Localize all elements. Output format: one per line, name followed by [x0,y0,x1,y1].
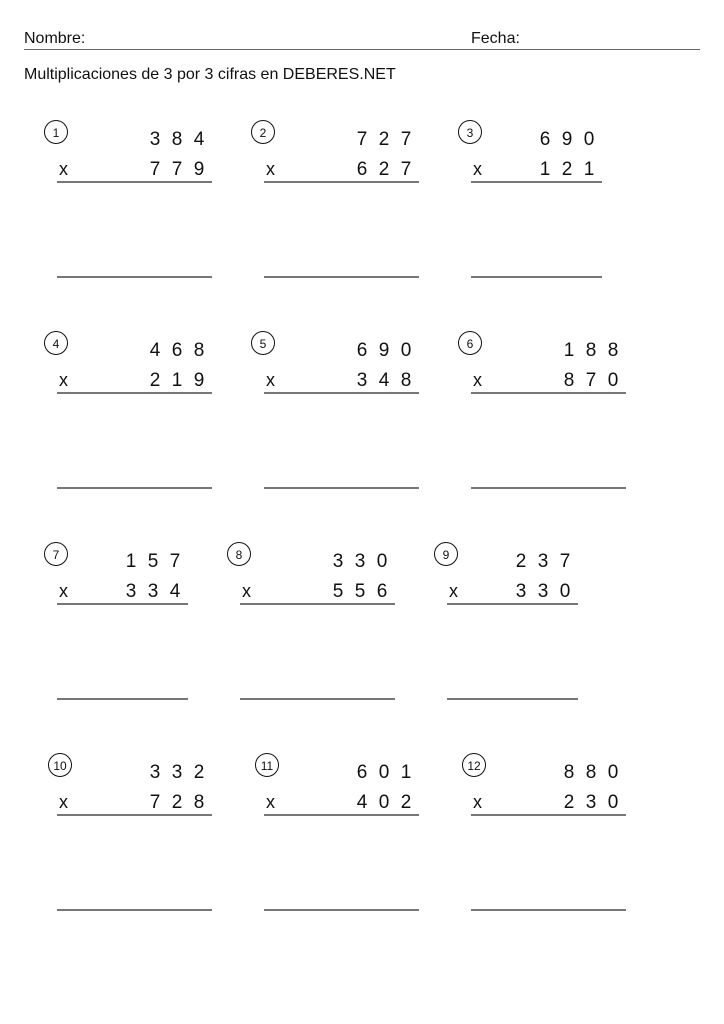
digit: 4 [149,340,161,361]
digit: 6 [356,159,368,180]
digit: 6 [171,340,183,361]
multiplier [351,370,417,392]
problem-number-badge: 5 [251,331,275,355]
digit: 9 [378,340,390,361]
digit: 9 [561,129,573,150]
digit: 2 [378,129,390,150]
problem-number-badge: 9 [434,542,458,566]
multiplicand [351,129,417,151]
digit: 6 [376,581,388,602]
digit: 2 [515,551,527,572]
name-label: Nombre: [24,30,86,47]
operation-line [240,603,395,605]
digit: 7 [400,129,412,150]
digit: 3 [147,581,159,602]
operation-line [57,181,212,183]
problem-number-badge: 6 [458,331,482,355]
digit: 0 [607,370,619,391]
digit: 7 [171,159,183,180]
answer-line [471,909,626,911]
multiplier [351,792,417,814]
operation-line [471,181,602,183]
multiplicand [144,340,210,362]
digit: 0 [607,762,619,783]
digit: 2 [563,792,575,813]
multiplicand [144,762,210,784]
operation-line [471,392,626,394]
times-sign: x [59,370,68,390]
multiplicand [558,340,624,362]
digit: 0 [378,792,390,813]
times-sign: x [473,792,482,812]
multiplier [534,159,600,181]
digit: 2 [193,762,205,783]
answer-line [471,276,602,278]
digit: 4 [378,370,390,391]
digit: 3 [515,581,527,602]
times-sign: x [473,370,482,390]
digit: 8 [563,370,575,391]
operation-line [471,814,626,816]
digit: 0 [583,129,595,150]
multiplier [510,581,576,603]
digit: 4 [169,581,181,602]
digit: 6 [539,129,551,150]
answer-line [57,276,212,278]
multiplicand [351,340,417,362]
multiplicand [144,129,210,151]
digit: 3 [332,551,344,572]
times-sign: x [59,792,68,812]
problem-number-badge: 8 [227,542,251,566]
problem-number-badge: 2 [251,120,275,144]
answer-line [447,698,578,700]
problem-number-badge: 12 [462,753,486,777]
digit: 0 [607,792,619,813]
digit: 1 [583,159,595,180]
digit: 3 [171,762,183,783]
multiplier [120,581,186,603]
digit: 8 [193,340,205,361]
answer-line [264,487,419,489]
digit: 5 [332,581,344,602]
digit: 1 [539,159,551,180]
worksheet-title: Multiplicaciones de 3 por 3 cifras en DEBERES.NET [24,66,396,83]
digit: 0 [376,551,388,572]
operation-line [57,603,188,605]
answer-line [57,698,188,700]
digit: 8 [193,792,205,813]
date-label: Fecha: [471,30,520,47]
digit: 8 [585,340,597,361]
multiplicand [120,551,186,573]
digit: 3 [585,792,597,813]
answer-line [57,487,212,489]
digit: 0 [559,581,571,602]
header-divider [24,49,700,50]
digit: 3 [537,551,549,572]
multiplier [351,159,417,181]
digit: 9 [193,370,205,391]
digit: 4 [193,129,205,150]
digit: 1 [400,762,412,783]
digit: 3 [149,762,161,783]
digit: 3 [356,370,368,391]
operation-line [264,392,419,394]
answer-line [57,909,212,911]
digit: 8 [400,370,412,391]
times-sign: x [266,159,275,179]
times-sign: x [59,159,68,179]
times-sign: x [242,581,251,601]
multiplicand [327,551,393,573]
digit: 2 [400,792,412,813]
digit: 3 [354,551,366,572]
digit: 7 [149,792,161,813]
multiplier [558,792,624,814]
digit: 0 [400,340,412,361]
answer-line [240,698,395,700]
times-sign: x [473,159,482,179]
digit: 3 [125,581,137,602]
problem-number-badge: 11 [255,753,279,777]
digit: 1 [563,340,575,361]
multiplier [558,370,624,392]
digit: 6 [356,340,368,361]
times-sign: x [266,792,275,812]
operation-line [57,392,212,394]
problem-number-badge: 7 [44,542,68,566]
answer-line [471,487,626,489]
multiplier [327,581,393,603]
operation-line [264,814,419,816]
digit: 5 [147,551,159,572]
digit: 2 [561,159,573,180]
digit: 8 [607,340,619,361]
multiplier [144,159,210,181]
digit: 4 [356,792,368,813]
digit: 7 [559,551,571,572]
operation-line [264,181,419,183]
digit: 2 [378,159,390,180]
problem-number-badge: 4 [44,331,68,355]
digit: 6 [356,762,368,783]
operation-line [447,603,578,605]
answer-line [264,909,419,911]
times-sign: x [449,581,458,601]
problem-number-badge: 3 [458,120,482,144]
times-sign: x [266,370,275,390]
multiplier [144,792,210,814]
digit: 8 [585,762,597,783]
digit: 2 [171,792,183,813]
multiplier [144,370,210,392]
digit: 2 [149,370,161,391]
multiplicand [351,762,417,784]
digit: 8 [563,762,575,783]
answer-line [264,276,419,278]
digit: 7 [356,129,368,150]
multiplicand [534,129,600,151]
digit: 7 [585,370,597,391]
times-sign: x [59,581,68,601]
digit: 7 [400,159,412,180]
problem-number-badge: 1 [44,120,68,144]
digit: 9 [193,159,205,180]
multiplicand [558,762,624,784]
digit: 5 [354,581,366,602]
problem-number-badge: 10 [48,753,72,777]
digit: 1 [125,551,137,572]
digit: 3 [537,581,549,602]
digit: 0 [378,762,390,783]
digit: 1 [171,370,183,391]
operation-line [57,814,212,816]
digit: 8 [171,129,183,150]
digit: 7 [149,159,161,180]
digit: 3 [149,129,161,150]
multiplicand [510,551,576,573]
digit: 7 [169,551,181,572]
